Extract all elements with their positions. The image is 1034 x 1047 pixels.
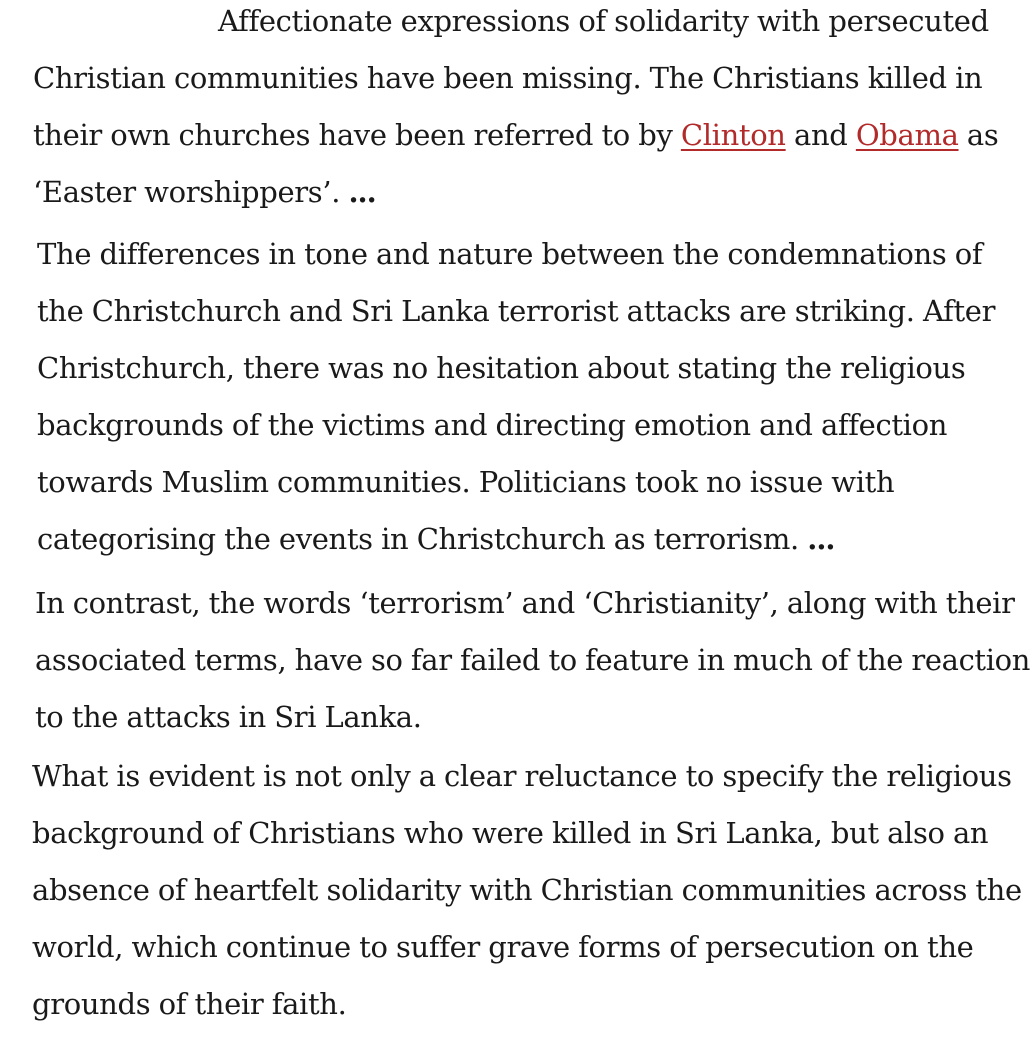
- paragraph-line: Christchurch, there was no hesitation about stating the religious: [37, 351, 966, 385]
- obama-link[interactable]: Obama: [855, 118, 959, 152]
- paragraph-line: In contrast, the words ‘terrorism’ and ‘Christianity’, along with their: [35, 586, 1015, 620]
- paragraph-solidarity: [33, 0, 998, 221]
- paragraph-differences: [37, 226, 995, 568]
- paragraph-line: grounds of their faith.: [32, 987, 347, 1021]
- line-text: their own churches have been referred to by: [33, 118, 681, 152]
- paragraph-line: towards Muslim communities. Politicians took no issue with: [37, 465, 895, 499]
- line-text: categorising the events in Christchurch as terrorism.: [37, 522, 808, 556]
- paragraph-line: world, which continue to suffer grave forms of persecution on the: [32, 930, 974, 964]
- paragraph-line: [33, 107, 998, 164]
- ellipsis-marker: ...: [348, 175, 376, 209]
- paragraph-line: to the attacks in Sri Lanka.: [35, 700, 422, 734]
- ellipsis-marker: ...: [807, 522, 835, 556]
- paragraph-line: [33, 164, 998, 221]
- paragraph-line: absence of heartfelt solidarity with Christian communities across the: [32, 873, 1022, 907]
- line-text: as: [958, 118, 999, 152]
- paragraph-line: Christian communities have been missing. The Christians killed in: [33, 61, 983, 95]
- paragraph-line: background of Christians who were killed in Sri Lanka, but also an: [32, 816, 989, 850]
- paragraph-line: [37, 511, 995, 568]
- paragraph-line: Affectionate expressions of solidarity with persecuted: [218, 4, 989, 38]
- paragraph-reluctance: [32, 748, 1022, 1033]
- paragraph-line: What is evident is not only a clear reluctance to specify the religious: [32, 759, 1012, 793]
- paragraph-line: backgrounds of the victims and directing emotion and affection: [37, 408, 948, 442]
- paragraph-contrast: [35, 575, 1030, 746]
- paragraph-line: associated terms, have so far failed to feature in much of the reaction: [35, 643, 1031, 677]
- clinton-link[interactable]: Clinton: [680, 118, 786, 152]
- paragraph-line: The differences in tone and nature between the condemnations of: [37, 237, 983, 271]
- line-text: ‘Easter worshippers’.: [33, 175, 349, 209]
- paragraph-line: the Christchurch and Sri Lanka terrorist attacks are striking. After: [37, 294, 996, 328]
- line-text: and: [785, 118, 856, 152]
